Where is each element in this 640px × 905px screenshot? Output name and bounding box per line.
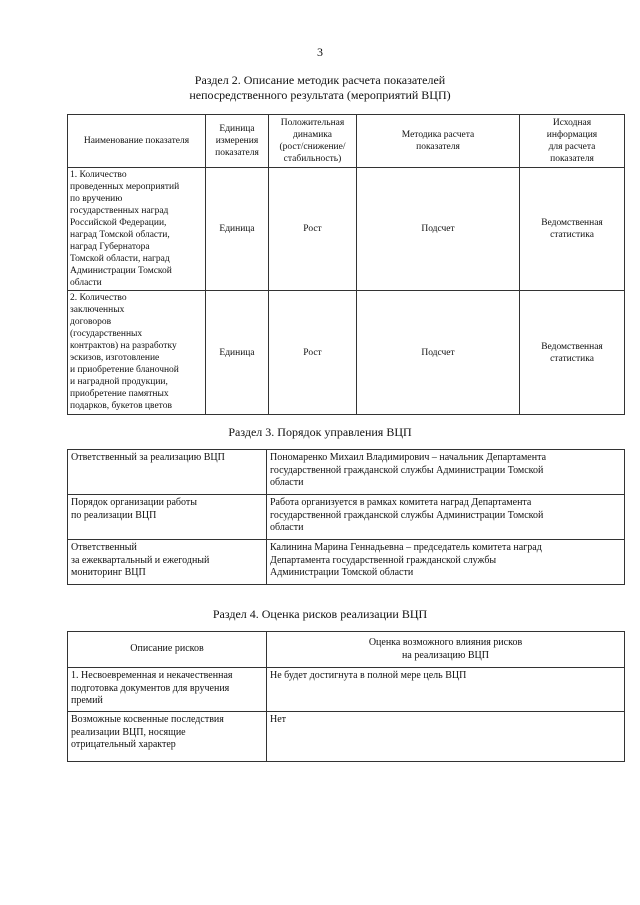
management-label: Ответственный за реализацию ВЦП bbox=[68, 450, 267, 495]
risk-impact: Нет bbox=[267, 712, 625, 762]
header-method: Методика расчета показателя bbox=[357, 115, 520, 168]
source-cell: Ведомственная статистика bbox=[520, 168, 625, 291]
management-value: Работа организуется в рамках комитета наград Департамента государственной гражданской службы Администрации Томской области bbox=[267, 495, 625, 540]
management-value: Калинина Марина Геннадьевна – председатель комитета наград Департамента государственной гражданской службы Администрации Томской области bbox=[267, 540, 625, 585]
table-row bbox=[68, 168, 625, 291]
section4-title: Раздел 4. Оценка рисков реализации ВЦП bbox=[212, 607, 428, 621]
risk-description: 1. Несвоевременная и некачественная подготовка документов для вручения премий bbox=[68, 668, 267, 712]
header-source: Исходная информация для расчета показателя bbox=[520, 115, 625, 168]
method-cell: Подсчет bbox=[357, 291, 520, 415]
header-indicator-name: Наименование показателя bbox=[68, 115, 206, 168]
table-row bbox=[68, 540, 625, 585]
table-header-row bbox=[68, 632, 625, 668]
risk-description: Возможные косвенные последствия реализации ВЦП, носящие отрицательный характер bbox=[68, 712, 267, 762]
section3-title: Раздел 3. Порядок управления ВЦП bbox=[228, 425, 412, 439]
table-row bbox=[68, 712, 625, 762]
dynamics-cell: Рост bbox=[269, 291, 357, 415]
risks-table bbox=[67, 631, 625, 762]
indicator-name: 1. Количество проведенных мероприятий по вручению государственных наград Российской Федерации, наград Томской области, наград Губернатора Томской области, наград Администрации Томской области bbox=[68, 168, 206, 291]
method-cell: Подсчет bbox=[357, 168, 520, 291]
management-value: Пономаренко Михаил Владимирович – начальник Департамента государственной гражданской службы Администрации Томской области bbox=[267, 450, 625, 495]
indicators-method-table bbox=[67, 114, 625, 415]
section2-title-line: Раздел 2. Описание методик расчета показателей bbox=[194, 73, 446, 87]
header-unit: Единица измерения показателя bbox=[206, 115, 269, 168]
management-label: Порядок организации работы по реализации ВЦП bbox=[68, 495, 267, 540]
header-dynamics: Положительная динамика (рост/снижение/ стабильность) bbox=[269, 115, 357, 168]
header-risk-impact: Оценка возможного влияния рисков на реализацию ВЦП bbox=[267, 632, 625, 668]
management-label: Ответственный за ежеквартальный и ежегодный мониторинг ВЦП bbox=[68, 540, 267, 585]
table-header-row bbox=[68, 115, 625, 168]
section2-title-line: непосредственного результата (мероприятий ВЦП) bbox=[189, 88, 451, 102]
header-risk-description: Описание рисков bbox=[68, 632, 267, 668]
source-cell: Ведомственная статистика bbox=[520, 291, 625, 415]
dynamics-cell: Рост bbox=[269, 168, 357, 291]
page-number: 3 bbox=[317, 45, 323, 59]
risk-impact: Не будет достигнута в полной мере цель ВЦП bbox=[267, 668, 625, 712]
management-table bbox=[67, 449, 625, 585]
section2-title bbox=[0, 73, 640, 103]
indicator-name: 2. Количество заключенных договоров (государственных контрактов) на разработку эскизов, изготовление и приобретение бланочной и наградной продукции, приобретение памятных подарков, букетов цветов bbox=[68, 291, 206, 415]
unit-cell: Единица bbox=[206, 291, 269, 415]
unit-cell: Единица bbox=[206, 168, 269, 291]
table-row bbox=[68, 668, 625, 712]
table-row bbox=[68, 450, 625, 495]
table-row bbox=[68, 291, 625, 415]
table-row bbox=[68, 495, 625, 540]
